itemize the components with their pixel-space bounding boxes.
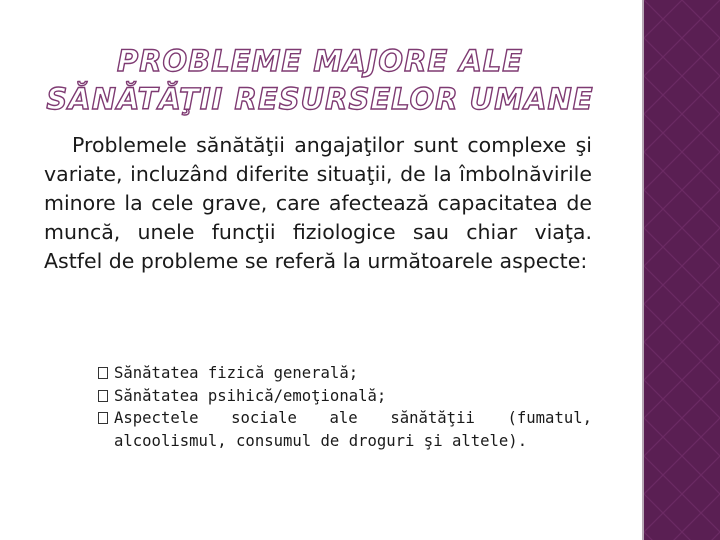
bullet-text: Sănătatea psihică/emoţională; <box>114 386 387 405</box>
list-item <box>96 385 592 408</box>
bullet-list <box>96 362 592 452</box>
bullet-box-icon <box>98 390 108 402</box>
bullet-text: Sănătatea fizică generală; <box>114 364 359 382</box>
decorative-sidebar <box>642 0 720 540</box>
intro-paragraph: Problemele sănătăţii angajaţilor sunt complexe şi variate, incluzând diferite situaţii, de la îmbolnăvirile minore la cele grave, care afectează capacitatea de muncă, unele funcţii fiziologice sau chiar viaţa. Astfel de probleme se referă la următoarele aspecte: <box>44 133 592 273</box>
list-item <box>96 407 592 452</box>
bullet-box-icon <box>98 412 108 424</box>
diamond-pattern-icon <box>644 0 720 540</box>
bullet-box-icon <box>98 367 108 379</box>
list-item <box>96 362 592 385</box>
slide-title: PROBLEME MAJORE ALE SĂNĂTĂŢII RESURSELOR UMANE <box>46 44 594 116</box>
bullet-text: Aspectele sociale ale sănătăţii (fumatul, alcoolismul, consumul de droguri şi altele). <box>114 409 592 450</box>
